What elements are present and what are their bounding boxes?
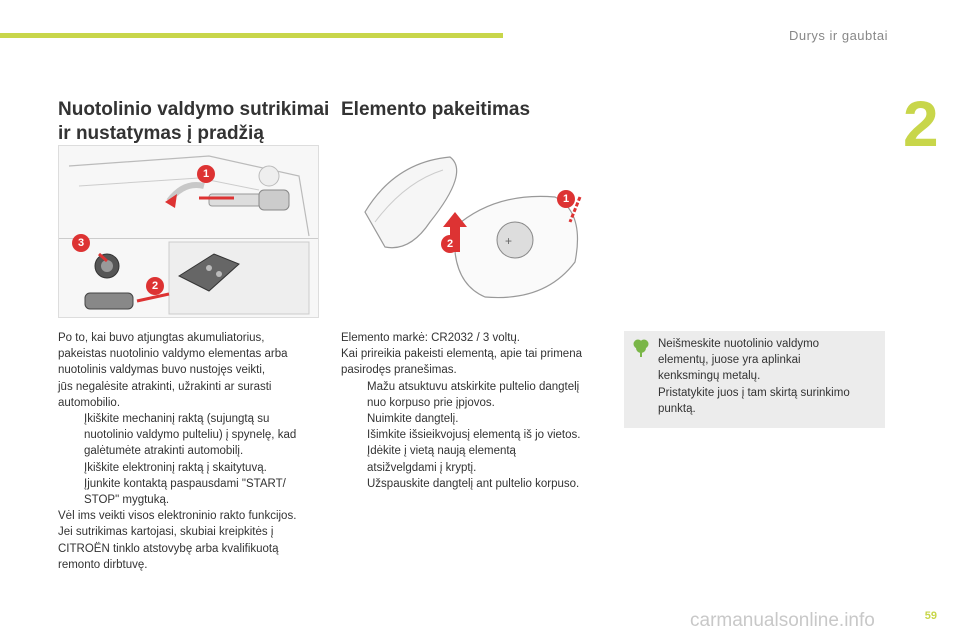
right-intro-line: pasirodęs pranešimas. bbox=[341, 364, 457, 377]
left-intro-line: jūs negalėsite atrakinti, užrakinti ar surasti bbox=[58, 380, 272, 393]
left-outro-line: remonto dirbtuvę. bbox=[58, 558, 148, 571]
environment-note-text bbox=[658, 336, 880, 417]
callout-2: 2 bbox=[146, 277, 164, 295]
left-bullet-item bbox=[58, 476, 320, 508]
left-intro-line: pakeistas nuotolinio valdymo elementas arba bbox=[58, 348, 288, 361]
left-outro-line: Vėl ims veikti visos elektroninio rakto funkcijos. bbox=[58, 510, 297, 523]
left-section-title bbox=[58, 98, 338, 146]
bullet-line: nuotolinio valdymo pulteliu) į spynelę, kad bbox=[84, 429, 297, 442]
right-body-text bbox=[341, 330, 607, 492]
page-number: 59 bbox=[924, 610, 937, 622]
note-line: kenksmingų metalų. bbox=[658, 370, 761, 383]
callout-1-battery: 1 bbox=[557, 190, 575, 208]
left-bullet-item bbox=[58, 460, 320, 476]
bullet-line: Įkiškite mechaninį raktą (sujungtą su bbox=[84, 413, 270, 426]
chapter-number: 2 bbox=[903, 88, 939, 160]
bullet-line: Mažu atsuktuvu atskirkite pultelio dangtelį bbox=[367, 380, 580, 393]
right-bullet-item bbox=[341, 427, 607, 443]
right-bullet-item bbox=[341, 411, 607, 427]
watermark: carmanualsonline.info bbox=[690, 610, 875, 631]
callout-1: 1 bbox=[197, 165, 215, 183]
reset-procedure-illustration bbox=[58, 145, 319, 318]
right-bullet-item bbox=[341, 443, 607, 475]
callout-3: 3 bbox=[72, 234, 90, 252]
right-bullet-item bbox=[341, 379, 607, 411]
bullet-line: galėtumėte atrakinti automobilį. bbox=[84, 445, 244, 458]
left-intro-line: Po to, kai buvo atjungtas akumuliatorius, bbox=[58, 332, 265, 344]
left-body-text bbox=[58, 330, 320, 573]
note-line: punktą. bbox=[658, 402, 696, 415]
left-intro-line: automobilio. bbox=[58, 396, 121, 409]
note-line: Neišmeskite nuotolinio valdymo bbox=[658, 338, 820, 350]
key-battery-drawing bbox=[355, 152, 603, 310]
left-outro-line: Jei sutrikimas kartojasi, skubiai kreipkitės į bbox=[58, 526, 274, 539]
left-title-line2: ir nustatymas į pradžią bbox=[58, 123, 264, 144]
bullet-line: nuo korpuso prie įpjovos. bbox=[367, 396, 495, 409]
note-line: elementų, juose yra aplinkai bbox=[658, 354, 801, 367]
bullet-line: Užspauskite dangtelį ant pultelio korpuso. bbox=[367, 477, 580, 490]
bullet-line: Įjunkite kontaktą paspausdami "START/ bbox=[84, 477, 286, 490]
note-line: Pristatykite juos į tam skirtą surinkimo bbox=[658, 386, 850, 399]
left-title-line1: Nuotolinio valdymo sutrikimai bbox=[58, 99, 330, 120]
left-intro-line: nuotolinis valdymas buvo nustojęs veikti, bbox=[58, 364, 266, 377]
callout-2-battery: 2 bbox=[441, 235, 459, 253]
right-intro-line: Kai prireikia pakeisti elementą, apie tai primena bbox=[341, 348, 582, 361]
bullet-line: Įdėkite į vietą naują elementą bbox=[367, 445, 516, 458]
recycle-tree-icon bbox=[632, 338, 650, 358]
bullet-line: Išimkite išsieikvojusį elementą iš jo vietos. bbox=[367, 429, 581, 442]
bullet-line: STOP" mygtuką. bbox=[84, 494, 170, 507]
section-title: Durys ir gaubtai bbox=[788, 28, 888, 43]
battery-replacement-illustration bbox=[355, 152, 603, 310]
bullet-line: atsižvelgdami į kryptį. bbox=[367, 461, 477, 474]
left-bullet-item bbox=[58, 411, 320, 460]
right-intro-line: Elemento markė: CR2032 / 3 voltų. bbox=[341, 332, 520, 344]
bullet-line: Įkiškite elektroninį raktą į skaitytuvą. bbox=[84, 461, 267, 474]
bullet-line: Nuimkite dangtelį. bbox=[367, 413, 459, 426]
right-bullet-item bbox=[341, 476, 607, 492]
header-accent-bar bbox=[0, 33, 503, 38]
right-section-title: Elemento pakeitimas bbox=[341, 99, 531, 120]
left-outro-line: CITROËN tinklo atstovybę arba kvalifikuotą bbox=[58, 542, 279, 555]
car-key-reset-drawing bbox=[59, 146, 318, 317]
svg-text:+: + bbox=[505, 234, 513, 248]
